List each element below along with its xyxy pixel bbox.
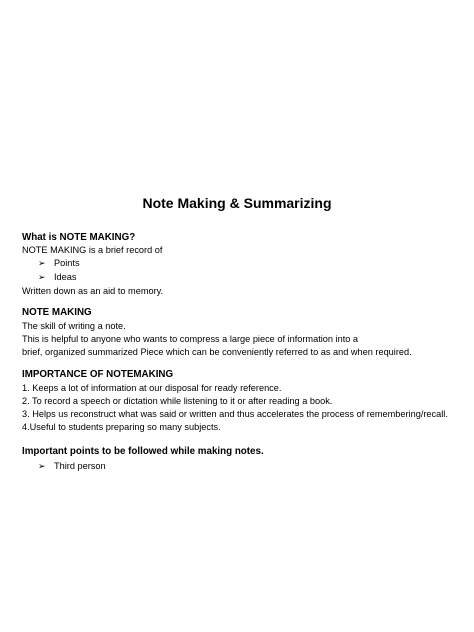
list-item: 1. Keeps a lot of information at our disposal for ready reference. [22, 383, 282, 393]
paragraph-line: brief, organized summarized Piece which can be conveniently referred to as and when required. [22, 347, 412, 357]
bullet-text: Ideas [54, 272, 77, 282]
list-item [38, 271, 76, 283]
arrow-bullet-icon: ➢ [38, 272, 46, 282]
bullet-text: Points [54, 258, 80, 268]
bullet-text: Third person [54, 461, 106, 471]
list-item [38, 460, 106, 472]
list-item: 2. To record a speech or dictation while listening to it or after reading a book. [22, 396, 333, 406]
list-item: 4.Useful to students preparing so many subjects. [22, 422, 221, 432]
section1-intro: NOTE MAKING is a brief record of [22, 245, 163, 255]
list-item [38, 257, 80, 269]
arrow-bullet-icon: ➢ [38, 461, 46, 471]
section-heading-what-is-note-making: What is NOTE MAKING? [22, 232, 136, 243]
paragraph-line: This is helpful to anyone who wants to compress a large piece of information into a [22, 334, 359, 344]
section1-closing: Written down as an aid to memory. [22, 286, 164, 296]
arrow-bullet-icon: ➢ [38, 258, 46, 268]
list-item: 3. Helps us reconstruct what was said or written and thus accelerates the process of remembering/recall. [22, 409, 448, 419]
section-heading-note-making: NOTE MAKING [22, 307, 92, 318]
document-title: Note Making & Summarizing [142, 195, 332, 211]
section-heading-importance: IMPORTANCE OF NOTEMAKING [22, 369, 174, 380]
section-heading-important-points: Important points to be followed while making notes. [22, 446, 264, 457]
paragraph-line: The skill of writing a note. [22, 321, 126, 331]
